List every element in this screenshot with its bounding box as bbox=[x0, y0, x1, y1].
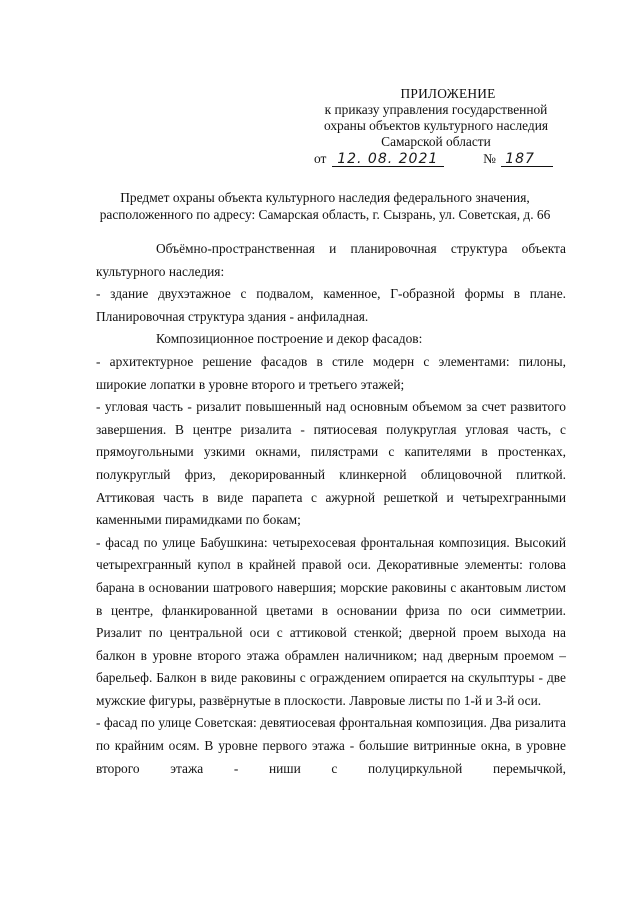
annex-line-3: Самарской области bbox=[381, 134, 491, 149]
document-subject bbox=[88, 189, 562, 223]
order-from-label: от bbox=[314, 151, 327, 166]
body-paragraph-sovetskaya-facade: - фасад по улице Советская: девятиосевая фронтальная композиция. Два ризалита по крайним осям. В уровне первого этажа - большие витринные окна, в уровне второго этажа - ниши с полуциркульной перемычкой, bbox=[96, 715, 566, 776]
body-paragraph-facades-style: - архитектурное решение фасадов в стиле модерн с элементами: пилоны, широкие лопатки в уровне второго и третьего этажей; bbox=[96, 353, 566, 392]
annex-line-2: охраны объектов культурного наследия bbox=[323, 118, 549, 133]
annex-line-1: к приказу управления государственной bbox=[324, 102, 548, 117]
body-paragraph-corner-part: - угловая часть - ризалит повышенный над основным объемом за счет развитого завершения. В центре ризалита - пятиосевая полукруглая угловая часть, с прямоугольными узкими окнами, пилястрами с капителями в простенках, полукруглый фриз, декорированный клинкерной облицовочной плиткой. Аттиковая часть в виде парапета с ажурной решеткой и четырехгранными каменными пирамидками по бокам; bbox=[96, 399, 566, 528]
order-number-label: № bbox=[483, 151, 496, 166]
order-date-handwritten: 12. 08. 2021 bbox=[332, 152, 444, 167]
document-body bbox=[96, 238, 566, 780]
annex-title: ПРИЛОЖЕНИЕ bbox=[400, 86, 496, 101]
annex-header bbox=[300, 86, 572, 150]
subject-line-2: расположенного по адресу: Самарская область, г. Сызрань, ул. Советская, д. 66 bbox=[99, 207, 551, 222]
body-paragraph-structure: Объёмно-пространственная и планировочная структура объекта культурного наследия: bbox=[96, 241, 566, 279]
order-date-number-line bbox=[314, 150, 574, 168]
order-number-handwritten: 187 bbox=[501, 152, 553, 167]
body-paragraph-composition-heading: Композиционное построение и декор фасадов: bbox=[156, 331, 423, 347]
subject-line-1: Предмет охраны объекта культурного наследия федерального значения, bbox=[120, 190, 530, 205]
body-paragraph-building: - здание двухэтажное с подвалом, каменное, Г-образной формы в плане. Планировочная структура здания - анфиладная. bbox=[96, 286, 566, 324]
body-paragraph-babushkina-facade: - фасад по улице Бабушкина: четырехосевая фронтальная композиция. Высокий четырехгранный купол в крайней правой оси. Декоративные элементы: голова барана в основании шатрового навершия; морские раковины с акантовым листом в центре, фланкированной цветами в основании фриза по оси симметрии. Ризалит по центральной оси с аттиковой стенкой; дверной проем выхода на балкон в уровне второго этажа обрамлен наличником; над дверным проемом – барельеф. Балкон в виде раковины с ограждением опирается на скульптуры - две мужские фигуры, развёрнутые в плоскости. Лавровые листы по 1-й и 3-й оси. bbox=[96, 534, 566, 708]
